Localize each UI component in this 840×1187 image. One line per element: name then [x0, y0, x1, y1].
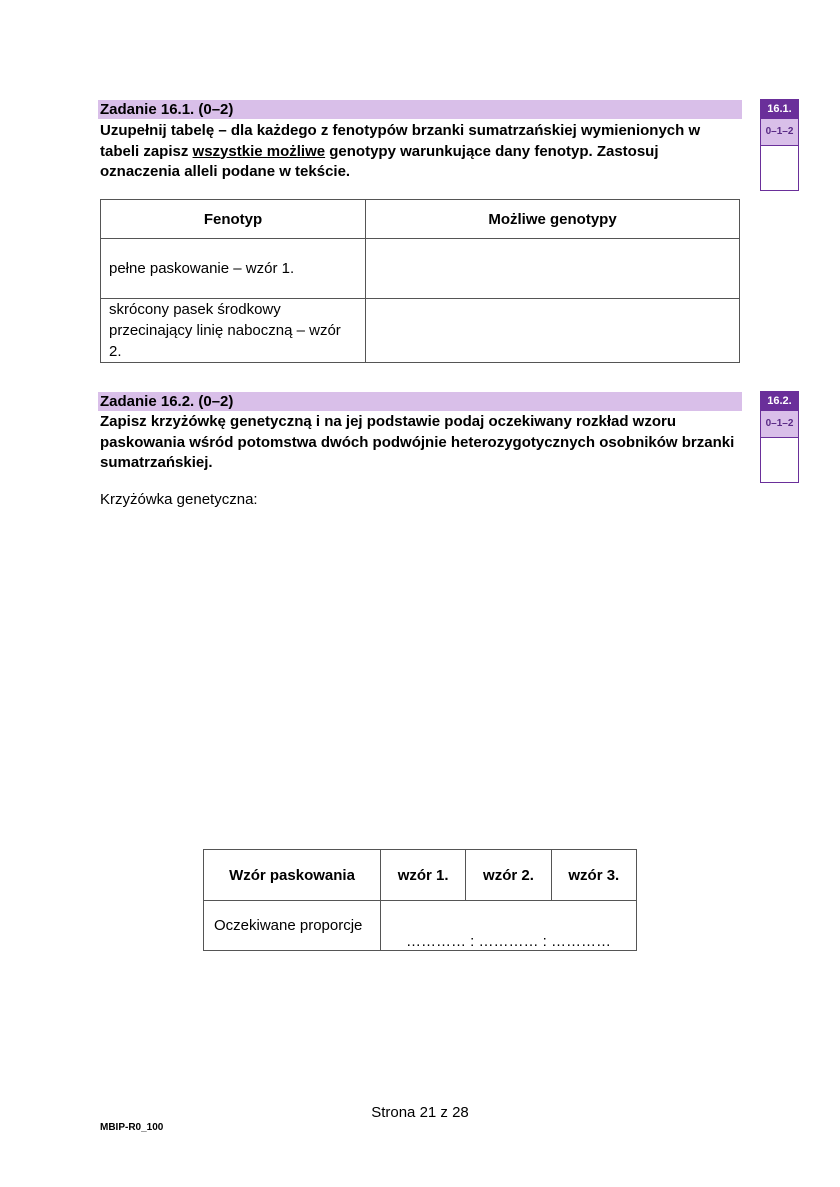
score-box-16-1 [760, 99, 799, 191]
fenotyp-cell: pełne paskowanie – wzór 1. [101, 239, 366, 299]
page-number: Strona 21 z 28 [371, 1104, 469, 1121]
column-header-wzor-paskowania: Wzór paskowania [204, 850, 381, 901]
genotype-answer-cell[interactable] [366, 239, 740, 299]
column-header-wzor-3: wzór 3. [551, 850, 636, 901]
instruction-emphasis: wszystkie możliwe [192, 142, 326, 160]
task-16-2-header: Zadanie 16.2. (0–2) [98, 392, 742, 411]
column-header-genotypy: Możliwe genotypy [366, 200, 740, 239]
score-points: 0–1–2 [761, 119, 798, 146]
row-label: Oczekiwane proporcje [204, 901, 381, 951]
score-number: 16.1. [761, 100, 798, 119]
genotype-table [100, 199, 740, 363]
document-code: MBIP-R0_100 [100, 1122, 164, 1133]
cross-label: Krzyżówka genetyczna: [100, 491, 258, 508]
table-row [101, 299, 740, 363]
score-entry-field[interactable] [761, 146, 798, 190]
proportions-table [203, 849, 637, 951]
column-header-wzor-2: wzór 2. [466, 850, 551, 901]
fenotyp-cell: skrócony pasek środkowy przecinający linię naboczną – wzór 2. [101, 299, 366, 363]
task-16-1-instruction: Uzupełnij tabelę – dla każdego z fenotypów brzanki sumatrzańskiej wymienionych w tabeli zapisz wszystkie możliwe genotypy warunkujące dany fenotyp. Zastosuj oznaczenia alleli podane w tekście. [100, 122, 701, 180]
cross-answer-area[interactable] [100, 520, 740, 835]
score-number: 16.2. [761, 392, 798, 411]
score-entry-field[interactable] [761, 438, 798, 482]
score-points: 0–1–2 [761, 411, 798, 438]
task-16-2-instruction: Zapisz krzyżówkę genetyczną i na jej podstawie podaj oczekiwany rozkład wzoru paskowania wśród potomstwa dwóch podwójnie heterozygotycznych osobników brzanki sumatrzańskiej. [100, 413, 735, 471]
task-16-1-header: Zadanie 16.1. (0–2) [98, 100, 742, 119]
table-row [204, 901, 637, 951]
genotype-answer-cell[interactable] [366, 299, 740, 363]
column-header-wzor-1: wzór 1. [381, 850, 466, 901]
proportions-answer-field[interactable]: ………… : ………… : ………… [381, 901, 637, 951]
score-box-16-2 [760, 391, 799, 483]
column-header-fenotyp: Fenotyp [101, 200, 366, 239]
table-row [101, 239, 740, 299]
